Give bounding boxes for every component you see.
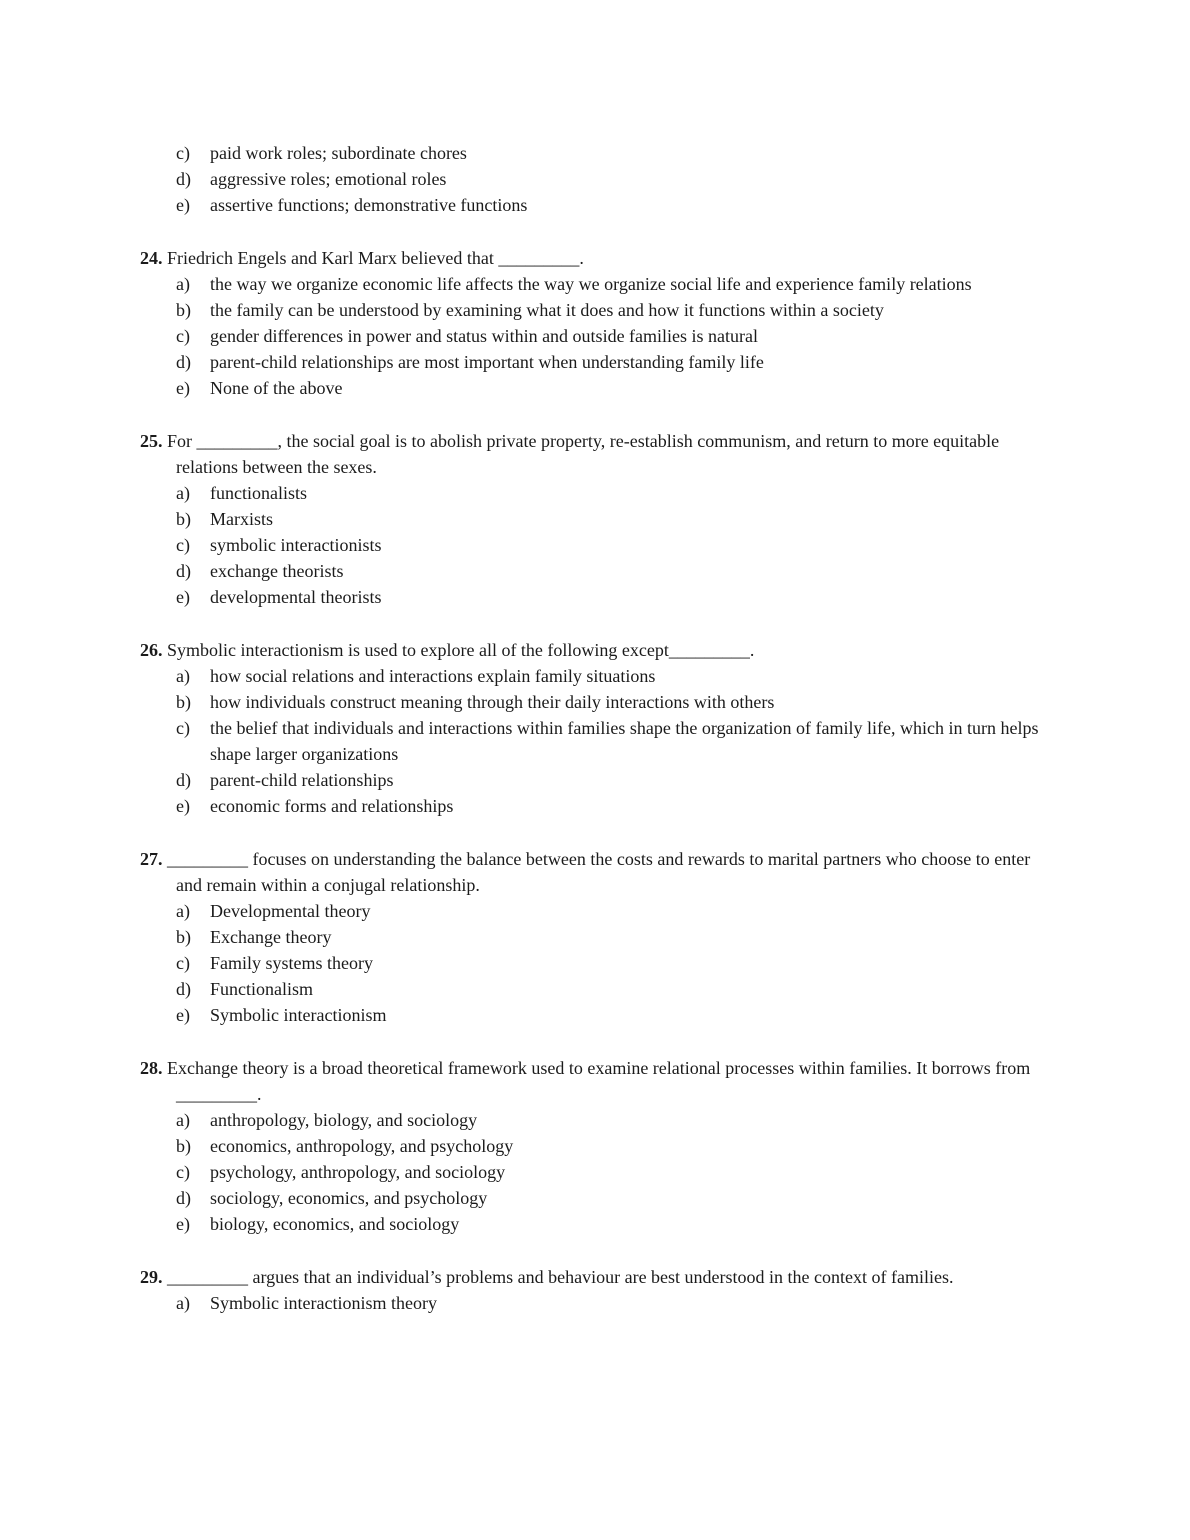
option-text: the belief that individuals and interactions within families shape the organization of family life, which in turn helps shape larger organizations xyxy=(210,718,1039,764)
option-a xyxy=(176,271,1048,297)
question-text xyxy=(140,1264,1048,1290)
question-statement: Exchange theory is a broad theoretical framework used to examine relational processes within families. It borrows from _________. xyxy=(167,1058,1031,1104)
option-d xyxy=(176,976,1048,1002)
option-text: exchange theorists xyxy=(210,561,344,581)
option-text: Functionalism xyxy=(210,979,313,999)
option-e xyxy=(176,375,1048,401)
option-letter: c) xyxy=(176,1162,190,1182)
option-text: aggressive roles; emotional roles xyxy=(210,169,447,189)
option-text: Symbolic interactionism xyxy=(210,1005,387,1025)
question-number-dot: . xyxy=(158,248,163,268)
option-text: paid work roles; subordinate chores xyxy=(210,143,467,163)
option-letter: d) xyxy=(176,169,191,189)
option-letter: a) xyxy=(176,1293,190,1313)
question-text xyxy=(140,846,1048,898)
options-list xyxy=(140,140,1048,218)
option-letter: b) xyxy=(176,1136,191,1156)
option-e xyxy=(176,192,1048,218)
option-letter: e) xyxy=(176,195,190,215)
option-c xyxy=(176,1159,1048,1185)
option-c xyxy=(176,715,1048,767)
option-a xyxy=(176,480,1048,506)
question-statement: _________ focuses on understanding the balance between the costs and rewards to marital partners who choose to enter and remain within a conjugal relationship. xyxy=(167,849,1031,895)
option-e xyxy=(176,584,1048,610)
question-block xyxy=(140,846,1048,1028)
option-text: developmental theorists xyxy=(210,587,382,607)
question-block xyxy=(140,428,1048,610)
question-statement: For _________, the social goal is to abolish private property, re-establish communism, and return to more equitable relations between the sexes. xyxy=(167,431,1000,477)
option-letter: c) xyxy=(176,535,190,555)
option-d xyxy=(176,166,1048,192)
option-text: None of the above xyxy=(210,378,343,398)
option-text: economic forms and relationships xyxy=(210,796,454,816)
option-text: assertive functions; demonstrative functions xyxy=(210,195,528,215)
option-e xyxy=(176,1002,1048,1028)
option-a xyxy=(176,1107,1048,1133)
question-number-dot: . xyxy=(158,1267,163,1287)
option-letter: a) xyxy=(176,274,190,294)
option-b xyxy=(176,506,1048,532)
option-b xyxy=(176,297,1048,323)
option-letter: b) xyxy=(176,692,191,712)
option-text: Exchange theory xyxy=(210,927,332,947)
option-a xyxy=(176,663,1048,689)
question-block xyxy=(140,140,1048,218)
question-number: 27 xyxy=(140,849,158,869)
option-c xyxy=(176,950,1048,976)
option-letter: c) xyxy=(176,326,190,346)
option-d xyxy=(176,349,1048,375)
option-letter: b) xyxy=(176,300,191,320)
option-text: parent-child relationships xyxy=(210,770,394,790)
question-text xyxy=(140,428,1048,480)
option-letter: d) xyxy=(176,561,191,581)
options-list xyxy=(140,898,1048,1028)
option-text: gender differences in power and status within and outside families is natural xyxy=(210,326,759,346)
question-number-dot: . xyxy=(158,1058,163,1078)
question-block xyxy=(140,1264,1048,1316)
option-b xyxy=(176,1133,1048,1159)
options-list xyxy=(140,1290,1048,1316)
question-number: 29 xyxy=(140,1267,158,1287)
option-letter: d) xyxy=(176,1188,191,1208)
option-d xyxy=(176,767,1048,793)
option-letter: c) xyxy=(176,953,190,973)
option-letter: c) xyxy=(176,718,190,738)
options-list xyxy=(140,271,1048,401)
option-a xyxy=(176,1290,1048,1316)
option-letter: c) xyxy=(176,143,190,163)
option-letter: b) xyxy=(176,509,191,529)
question-text xyxy=(140,245,1048,271)
option-letter: e) xyxy=(176,796,190,816)
question-text xyxy=(140,637,1048,663)
question-number-dot: . xyxy=(158,640,163,660)
option-text: psychology, anthropology, and sociology xyxy=(210,1162,506,1182)
question-block xyxy=(140,245,1048,401)
options-list xyxy=(140,1107,1048,1237)
option-letter: b) xyxy=(176,927,191,947)
option-letter: e) xyxy=(176,1005,190,1025)
option-text: the family can be understood by examining what it does and how it functions within a society xyxy=(210,300,884,320)
question-statement: Symbolic interactionism is used to explore all of the following except_________. xyxy=(167,640,755,660)
option-letter: d) xyxy=(176,352,191,372)
option-text: economics, anthropology, and psychology xyxy=(210,1136,514,1156)
option-e xyxy=(176,1211,1048,1237)
option-text: anthropology, biology, and sociology xyxy=(210,1110,478,1130)
option-text: how social relations and interactions explain family situations xyxy=(210,666,656,686)
option-text: the way we organize economic life affects the way we organize social life and experience family relations xyxy=(210,274,972,294)
option-letter: e) xyxy=(176,1214,190,1234)
options-list xyxy=(140,663,1048,819)
option-letter: a) xyxy=(176,1110,190,1130)
option-c xyxy=(176,140,1048,166)
option-letter: d) xyxy=(176,770,191,790)
option-letter: e) xyxy=(176,587,190,607)
option-e xyxy=(176,793,1048,819)
question-number: 26 xyxy=(140,640,158,660)
question-statement: _________ argues that an individual’s problems and behaviour are best understood in the context of families. xyxy=(167,1267,954,1287)
question-number-dot: . xyxy=(158,431,163,451)
question-number: 25 xyxy=(140,431,158,451)
question-block xyxy=(140,637,1048,819)
option-letter: a) xyxy=(176,483,190,503)
option-letter: e) xyxy=(176,378,190,398)
option-text: functionalists xyxy=(210,483,307,503)
option-c xyxy=(176,323,1048,349)
option-text: Developmental theory xyxy=(210,901,371,921)
option-text: parent-child relationships are most important when understanding family life xyxy=(210,352,764,372)
option-text: Marxists xyxy=(210,509,273,529)
option-text: sociology, economics, and psychology xyxy=(210,1188,488,1208)
question-statement: Friedrich Engels and Karl Marx believed that _________. xyxy=(167,248,584,268)
option-letter: a) xyxy=(176,666,190,686)
option-b xyxy=(176,924,1048,950)
option-letter: a) xyxy=(176,901,190,921)
option-text: Family systems theory xyxy=(210,953,373,973)
option-text: symbolic interactionists xyxy=(210,535,382,555)
option-text: biology, economics, and sociology xyxy=(210,1214,460,1234)
question-number-dot: . xyxy=(158,849,163,869)
question-list xyxy=(140,140,1048,1316)
question-block xyxy=(140,1055,1048,1237)
question-number: 28 xyxy=(140,1058,158,1078)
option-a xyxy=(176,898,1048,924)
option-text: Symbolic interactionism theory xyxy=(210,1293,437,1313)
option-d xyxy=(176,1185,1048,1211)
option-letter: d) xyxy=(176,979,191,999)
options-list xyxy=(140,480,1048,610)
option-text: how individuals construct meaning through their daily interactions with others xyxy=(210,692,775,712)
option-b xyxy=(176,689,1048,715)
question-text xyxy=(140,1055,1048,1107)
option-c xyxy=(176,532,1048,558)
question-number: 24 xyxy=(140,248,158,268)
option-d xyxy=(176,558,1048,584)
